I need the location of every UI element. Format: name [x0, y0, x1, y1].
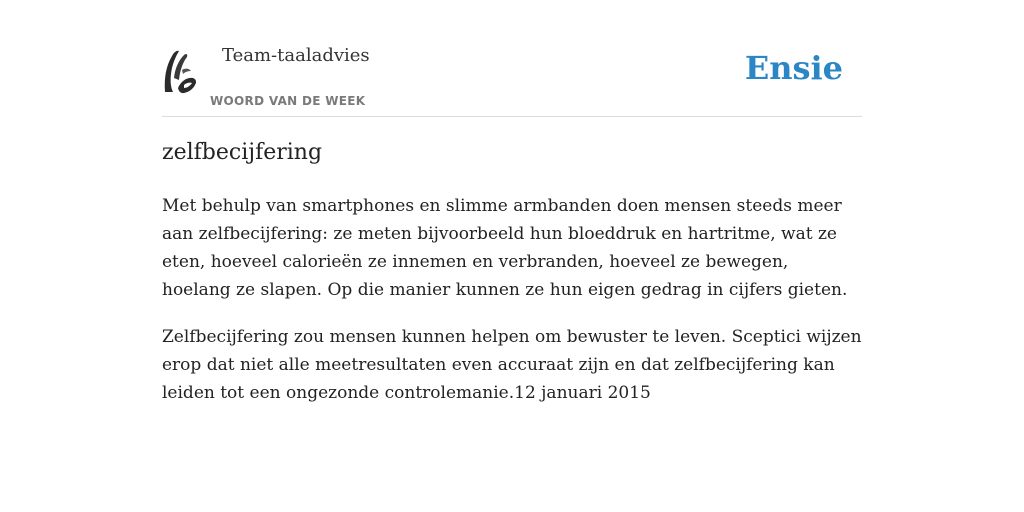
- org-name: Team-taaladvies: [222, 45, 370, 66]
- article-paragraph-2: [162, 323, 862, 407]
- article-paragraph-2-text: Zelfbecijfering zou mensen kunnen helpen om bewuster te leven. Sceptici wijzen erop dat niet alle meetresultaten even accuraat zijn en dat zelfbecijfering kan leiden tot een ongezonde controlemanie.: [162, 327, 862, 403]
- brand-logo[interactable]: Ensie: [744, 49, 843, 87]
- word-title: zelfbecijfering: [162, 140, 323, 165]
- article-paragraph-1: Met behulp van smartphones en slimme armbanden doen mensen steeds meer aan zelfbecijfering: ze meten bijvoorbeeld hun bloeddruk en hartritme, wat ze eten, hoeveel calorieën ze innemen en verbranden, hoeveel ze bewegen, hoelang ze slapen. Op die manier kunnen ze hun eigen gedrag in cijfers gieten.: [162, 196, 848, 300]
- section-label: WOORD VAN DE WEEK: [210, 94, 366, 108]
- lion-logo-icon: [162, 48, 198, 96]
- header: [162, 0, 862, 117]
- content: [162, 0, 862, 403]
- article-date: 12 januari 2015: [514, 383, 651, 403]
